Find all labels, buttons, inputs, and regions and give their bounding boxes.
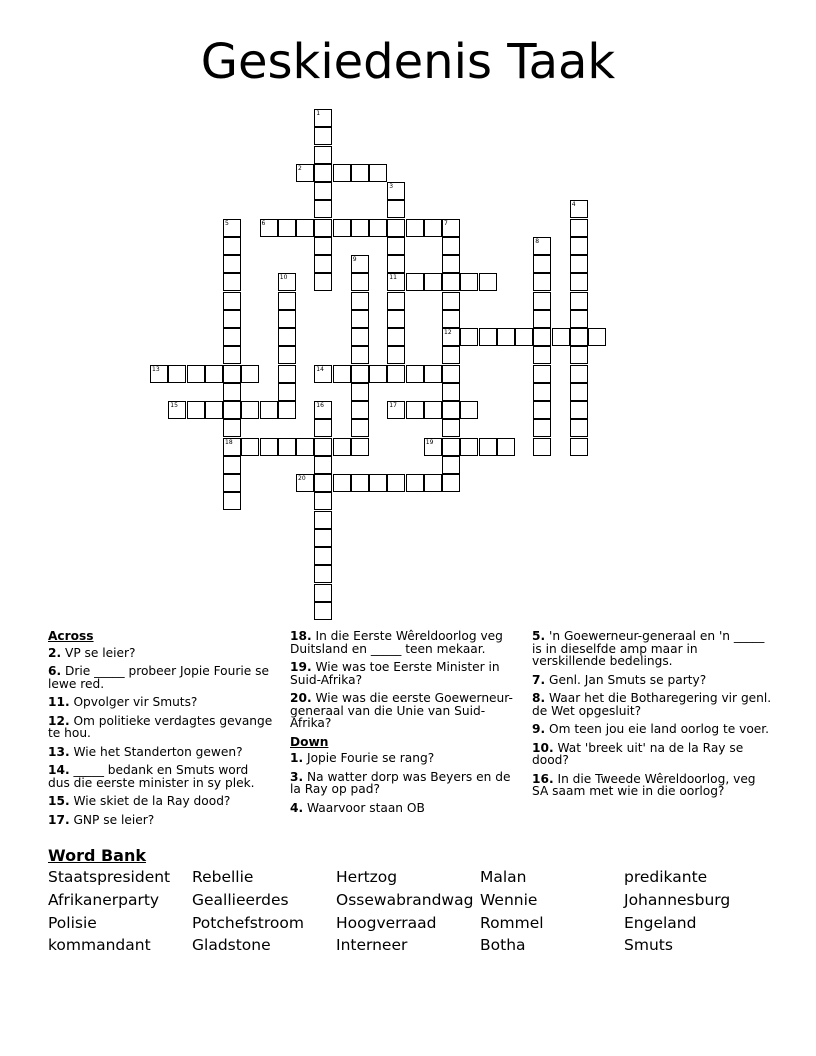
grid-cell[interactable]	[570, 292, 588, 310]
grid-cell[interactable]	[241, 365, 259, 383]
grid-cell[interactable]	[314, 146, 332, 164]
grid-cell[interactable]	[351, 346, 369, 364]
grid-cell[interactable]	[533, 419, 551, 437]
grid-cell[interactable]	[497, 328, 515, 346]
grid-cell[interactable]	[387, 401, 405, 419]
word-bank-item: Interneer	[336, 936, 408, 954]
grid-cell[interactable]	[442, 292, 460, 310]
grid-cell[interactable]	[314, 474, 332, 492]
grid-cell[interactable]	[314, 602, 332, 620]
cell-number: 13	[152, 365, 160, 373]
grid-cell[interactable]	[533, 401, 551, 419]
grid-cell[interactable]	[260, 438, 278, 456]
grid-cell[interactable]	[278, 438, 296, 456]
grid-cell[interactable]	[278, 328, 296, 346]
grid-cell[interactable]	[479, 328, 497, 346]
grid-cell[interactable]	[533, 237, 551, 255]
grid-cell[interactable]	[442, 438, 460, 456]
cell-number: 12	[444, 329, 452, 336]
grid-cell[interactable]	[223, 419, 241, 437]
clue-down-10: 10. Wat 'breek uit' na de la Ray se dood?	[532, 740, 744, 767]
word-bank-item: Hoogverraad	[336, 914, 437, 932]
cell-number: 19	[425, 438, 434, 446]
grid-cell[interactable]	[460, 273, 478, 291]
grid-cell[interactable]	[278, 401, 296, 419]
word-bank-item: Johannesburg	[624, 891, 731, 909]
word-bank-item: Smuts	[624, 936, 673, 954]
clues-column-2	[290, 630, 520, 820]
grid-cell[interactable]	[533, 273, 551, 291]
word-bank-title: Word Bank	[48, 846, 147, 865]
grid-cell[interactable]	[205, 401, 223, 419]
grid-cell[interactable]	[168, 401, 186, 419]
word-bank-item: Polisie	[48, 914, 97, 932]
cell-number: 1	[316, 110, 321, 117]
grid-cell[interactable]	[424, 365, 442, 383]
grid-cell[interactable]	[570, 255, 588, 273]
grid-cell[interactable]	[223, 310, 241, 328]
grid-cell[interactable]	[479, 273, 497, 291]
grid-cell[interactable]	[369, 164, 387, 182]
grid-cell[interactable]	[570, 383, 588, 401]
grid-cell[interactable]	[533, 438, 551, 456]
grid-cell[interactable]	[424, 474, 442, 492]
grid-cell[interactable]	[278, 383, 296, 401]
word-bank-item: Ossewabrandwag	[336, 891, 474, 909]
grid-cell[interactable]	[314, 419, 332, 437]
grid-cell[interactable]	[387, 310, 405, 328]
cell-number: 18	[225, 438, 233, 446]
grid-cell[interactable]	[387, 273, 405, 291]
grid-cell[interactable]	[533, 292, 551, 310]
grid-cell[interactable]	[314, 547, 332, 565]
grid-cell[interactable]	[533, 346, 551, 364]
grid-cell[interactable]	[223, 492, 241, 510]
grid-cell[interactable]	[387, 346, 405, 364]
cell-number: 15	[170, 402, 178, 409]
grid-cell[interactable]	[442, 219, 460, 237]
word-bank-item: Engeland	[624, 914, 697, 932]
clue-across-13: 13. Wie het Standerton gewen?	[48, 744, 243, 759]
grid-cell[interactable]	[570, 237, 588, 255]
grid-cell[interactable]	[351, 255, 369, 273]
grid-cell[interactable]	[351, 273, 369, 291]
grid-cell[interactable]	[460, 438, 478, 456]
grid-cell[interactable]	[351, 164, 369, 182]
word-bank-item: Afrikanerparty	[48, 891, 160, 909]
grid-cell[interactable]	[424, 438, 442, 456]
grid-cell[interactable]	[223, 219, 241, 237]
clue-down-3: 3. Na watter dorp was Beyers en de la Ray op pad?	[290, 769, 511, 796]
grid-cell[interactable]	[442, 456, 460, 474]
grid-cell[interactable]	[497, 438, 515, 456]
word-bank-item: Staatspresident	[48, 868, 171, 886]
cell-number: 8	[535, 237, 540, 245]
grid-cell[interactable]	[333, 164, 351, 182]
grid-cell[interactable]	[424, 219, 442, 237]
cell-number: 4	[571, 201, 576, 209]
grid-cell[interactable]	[515, 328, 533, 346]
grid-cell[interactable]	[387, 365, 405, 383]
grid-cell[interactable]	[424, 401, 442, 419]
grid-cell[interactable]	[442, 328, 460, 346]
grid-cell[interactable]	[314, 456, 332, 474]
grid-cell[interactable]	[260, 401, 278, 419]
grid-cell[interactable]	[442, 273, 460, 291]
cell-number: 6	[261, 219, 266, 227]
grid-cell[interactable]	[278, 273, 296, 291]
word-bank-item: kommandant	[48, 936, 151, 954]
cell-number: 11	[389, 274, 397, 282]
cell-number: 3	[389, 183, 394, 190]
grid-cell[interactable]	[296, 164, 314, 182]
grid-cell[interactable]	[387, 200, 405, 218]
grid-cell[interactable]	[150, 365, 168, 383]
grid-cell[interactable]	[278, 292, 296, 310]
word-bank-item: predikante	[624, 868, 708, 886]
word-bank-item: Hertzog	[336, 868, 398, 886]
clue-across-15: 15. Wie skiet de la Ray dood?	[48, 794, 231, 808]
grid-cell[interactable]	[588, 328, 606, 346]
grid-cell[interactable]	[278, 346, 296, 364]
grid-cell[interactable]	[223, 383, 241, 401]
word-bank-item: Rommel	[480, 914, 544, 932]
cell-number: 5	[225, 219, 229, 227]
clue-across-12: 12. Om politieke verdagtes gevange te hou.	[48, 713, 273, 740]
grid-cell[interactable]	[187, 365, 205, 383]
clue-down-4: 4. Waarvoor staan OB	[290, 800, 425, 815]
grid-cell[interactable]	[351, 310, 369, 328]
cell-number: 10	[279, 274, 288, 282]
grid-cell[interactable]	[570, 438, 588, 456]
grid-cell[interactable]	[314, 511, 332, 529]
grid-cell[interactable]	[351, 419, 369, 437]
cell-number: 14	[316, 365, 324, 373]
grid-cell[interactable]	[424, 273, 442, 291]
grid-cell[interactable]	[351, 219, 369, 237]
grid-cell[interactable]	[278, 219, 296, 237]
word-bank-item: Gladstone	[192, 936, 271, 954]
grid-cell[interactable]	[570, 310, 588, 328]
grid-cell[interactable]	[314, 273, 332, 291]
grid-cell[interactable]	[223, 456, 241, 474]
clue-down-1: 1. Jopie Fourie se rang?	[290, 751, 435, 765]
grid-cell[interactable]	[314, 365, 332, 383]
grid-cell[interactable]	[369, 219, 387, 237]
grid-cell[interactable]	[223, 365, 241, 383]
grid-cell[interactable]	[442, 346, 460, 364]
grid-cell[interactable]	[387, 292, 405, 310]
grid-cell[interactable]	[442, 474, 460, 492]
grid-cell[interactable]	[533, 383, 551, 401]
cell-number: 16	[316, 402, 324, 409]
grid-cell[interactable]	[387, 328, 405, 346]
clues-column-3	[532, 630, 772, 804]
grid-cell[interactable]	[314, 109, 332, 127]
grid-cell[interactable]	[570, 419, 588, 437]
grid-cell[interactable]	[406, 219, 424, 237]
grid-cell[interactable]	[460, 328, 478, 346]
grid-cell[interactable]	[314, 584, 332, 602]
grid-cell[interactable]	[369, 474, 387, 492]
grid-cell[interactable]	[387, 182, 405, 200]
grid-cell[interactable]	[387, 474, 405, 492]
grid-cell[interactable]	[333, 365, 351, 383]
down-heading: Down	[290, 734, 329, 749]
grid-cell[interactable]	[223, 474, 241, 492]
grid-cell[interactable]	[351, 438, 369, 456]
grid-cell[interactable]	[369, 365, 387, 383]
grid-cell[interactable]	[351, 474, 369, 492]
grid-cell[interactable]	[168, 365, 186, 383]
grid-cell[interactable]	[223, 273, 241, 291]
grid-cell[interactable]	[351, 328, 369, 346]
clue-across-19: 19. Wie was toe Eerste Minister in Suid-Afrika?	[290, 660, 500, 687]
grid-cell[interactable]	[260, 219, 278, 237]
grid-cell[interactable]	[406, 474, 424, 492]
grid-cell[interactable]	[278, 365, 296, 383]
grid-cell[interactable]	[314, 219, 332, 237]
grid-cell[interactable]	[223, 292, 241, 310]
grid-cell[interactable]	[314, 200, 332, 218]
grid-cell[interactable]	[314, 565, 332, 583]
grid-cell[interactable]	[387, 237, 405, 255]
grid-cell[interactable]	[205, 365, 223, 383]
word-bank-item: Wennie	[480, 891, 538, 909]
grid-cell[interactable]	[223, 328, 241, 346]
grid-cell[interactable]	[278, 310, 296, 328]
grid-cell[interactable]	[406, 401, 424, 419]
clue-across-14: 14. _____ bedank en Smuts word dus die eerste minister in sy plek.	[48, 763, 255, 790]
grid-cell[interactable]	[223, 346, 241, 364]
clues-column-1	[48, 630, 273, 832]
grid-cell[interactable]	[570, 219, 588, 237]
cell-number: 9	[352, 256, 357, 263]
grid-cell[interactable]	[442, 237, 460, 255]
grid-cell[interactable]	[442, 383, 460, 401]
grid-cell[interactable]	[314, 255, 332, 273]
grid-cell[interactable]	[314, 438, 332, 456]
grid-cell[interactable]	[533, 365, 551, 383]
grid-cell[interactable]	[442, 365, 460, 383]
word-bank-item: Malan	[480, 868, 527, 886]
grid-cell[interactable]	[314, 401, 332, 419]
grid-cell[interactable]	[333, 474, 351, 492]
clue-down-5: 5. 'n Goewerneur-generaal en 'n _____ is in dieselfde amp maar in verskillende bedelings.	[532, 629, 765, 668]
clue-across-11: 11. Opvolger vir Smuts?	[48, 695, 198, 709]
cell-number: 20	[298, 475, 306, 482]
grid-cell[interactable]	[333, 219, 351, 237]
grid-cell[interactable]	[296, 438, 314, 456]
clue-across-17: 17. GNP se leier?	[48, 812, 155, 827]
grid-cell[interactable]	[406, 273, 424, 291]
grid-cell[interactable]	[314, 127, 332, 145]
grid-cell[interactable]	[533, 310, 551, 328]
grid-cell[interactable]	[442, 255, 460, 273]
grid-cell[interactable]	[223, 438, 241, 456]
grid-cell[interactable]	[223, 401, 241, 419]
clue-across-20: 20. Wie was die eerste Goewerneur-generaal van die Unie van Suid-Afrika?	[290, 691, 513, 730]
cell-number: 2	[298, 164, 302, 172]
clue-across-6: 6. Drie _____ probeer Jopie Fourie se lewe red.	[48, 664, 269, 691]
grid-cell[interactable]	[442, 310, 460, 328]
clue-down-7: 7. Genl. Jan Smuts se party?	[532, 672, 707, 687]
grid-cell[interactable]	[387, 255, 405, 273]
grid-cell[interactable]	[387, 219, 405, 237]
grid-cell[interactable]	[314, 164, 332, 182]
cell-number: 7	[444, 219, 448, 227]
grid-cell[interactable]	[442, 401, 460, 419]
grid-cell[interactable]	[187, 401, 205, 419]
grid-cell[interactable]	[406, 365, 424, 383]
grid-cell[interactable]	[314, 237, 332, 255]
grid-cell[interactable]	[223, 255, 241, 273]
clue-down-16: 16. In die Tweede Wêreldoorlog, veg SA saam met wie in die oorlog?	[532, 771, 756, 798]
word-bank-item: Rebellie	[192, 868, 254, 886]
grid-cell[interactable]	[314, 529, 332, 547]
grid-cell[interactable]	[314, 492, 332, 510]
cell-number: 17	[389, 402, 397, 409]
grid-cell[interactable]	[241, 438, 259, 456]
grid-cell[interactable]	[552, 328, 570, 346]
grid-cell[interactable]	[223, 237, 241, 255]
grid-cell[interactable]	[570, 401, 588, 419]
grid-cell[interactable]	[296, 474, 314, 492]
grid-cell[interactable]	[442, 419, 460, 437]
grid-cell[interactable]	[333, 438, 351, 456]
grid-cell[interactable]	[296, 219, 314, 237]
grid-cell[interactable]	[314, 182, 332, 200]
grid-cell[interactable]	[533, 328, 551, 346]
page-title: Geskiedenis Taak	[200, 34, 616, 90]
across-heading: Across	[48, 629, 94, 643]
grid-cell[interactable]	[241, 401, 259, 419]
grid-cell[interactable]	[479, 438, 497, 456]
grid-cell[interactable]	[570, 273, 588, 291]
clue-across-2: 2. VP se leier?	[48, 645, 136, 660]
grid-cell[interactable]	[351, 365, 369, 383]
clue-down-8: 8. Waar het die Botharegering vir genl. de Wet opgesluit?	[532, 691, 772, 718]
grid-cell[interactable]	[570, 346, 588, 364]
word-bank-item: Botha	[480, 936, 526, 954]
word-bank-item: Geallieerdes	[192, 891, 289, 909]
word-bank-item: Potchefstroom	[192, 914, 304, 932]
grid-cell[interactable]	[570, 200, 588, 218]
grid-cell[interactable]	[460, 401, 478, 419]
grid-cell[interactable]	[351, 292, 369, 310]
grid-cell[interactable]	[351, 383, 369, 401]
grid-cell[interactable]	[570, 328, 588, 346]
clue-down-9: 9. Om teen jou eie land oorlog te voer.	[532, 722, 770, 736]
grid-cell[interactable]	[351, 401, 369, 419]
grid-cell[interactable]	[570, 365, 588, 383]
clue-across-18: 18. In die Eerste Wêreldoorlog veg Duitsland en _____ teen mekaar.	[290, 629, 503, 656]
grid-cell[interactable]	[533, 255, 551, 273]
